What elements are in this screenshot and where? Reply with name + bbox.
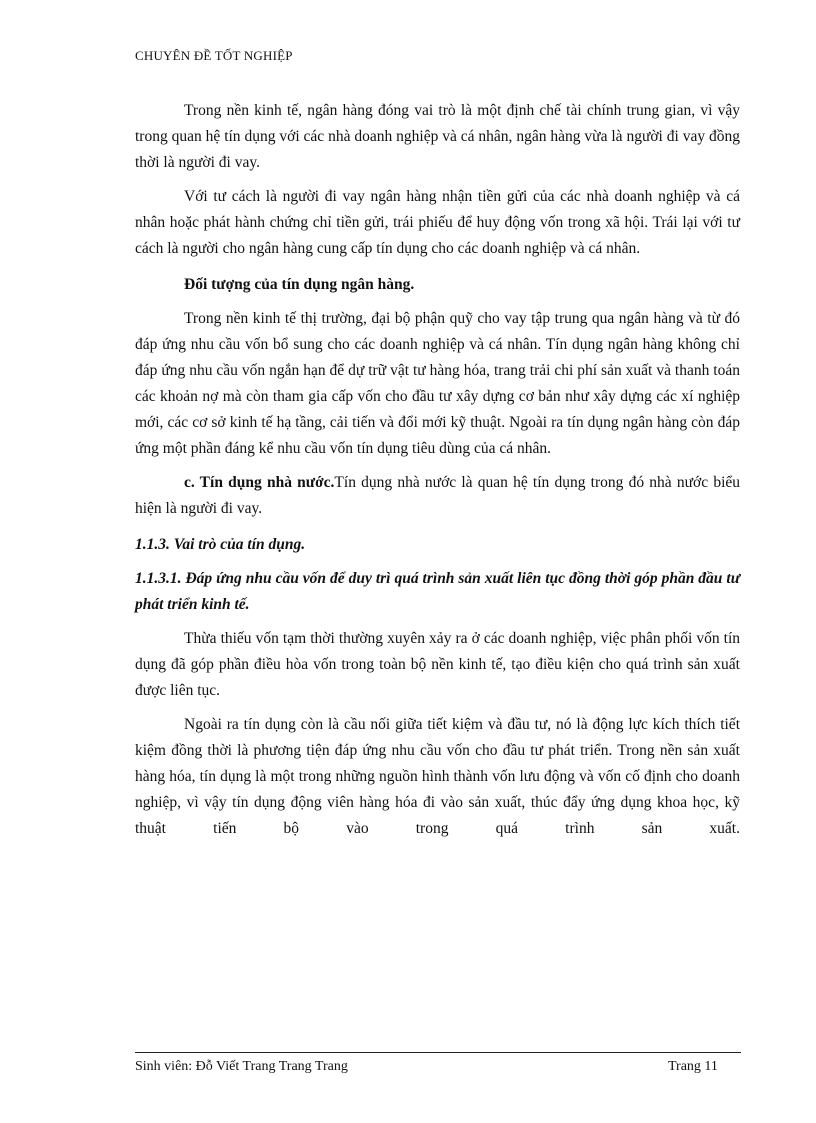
paragraph-savings-investment: Ngoài ra tín dụng còn là cầu nối giữa tiết kiệm và đầu tư, nó là động lực kích thích tiết kiệm đồng thời là phương tiện đáp ứng nhu cầu vốn cho đầu tư phát triển. Trong nền sản xuất hàng hóa, tín dụng là một trong những nguồn hình thành vốn lưu động và vốn cố định cho doanh nghiệp, vì vậy tín dụng động viên hàng hóa đi vào sản xuất, thúc đẩy ứng dụng khoa học, kỹ thuật tiến bộ vào trong quá trình sản xuất.	[135, 716, 740, 837]
heading-section-1-1-3-1: 1.1.3.1. Đáp ứng nhu cầu vốn để duy trì quá trình sản xuất liên tục đồng thời góp phần đầu tư phát triển kinh tế.	[135, 570, 740, 613]
page-header-title: CHUYÊN ĐỀ TỐT NGHIỆP	[135, 48, 293, 63]
paragraph-capital-distribution: Thừa thiếu vốn tạm thời thường xuyên xảy ra ở các doanh nghiệp, việc phân phối vốn tín dụng đã góp phần điều hòa vốn trong toàn bộ nền kinh tế, tạo điều kiện cho quá trình sản xuất được liên tục.	[135, 630, 740, 699]
paragraph-bank-credit-object: Trong nền kinh tế thị trường, đại bộ phận quỹ cho vay tập trung qua ngân hàng và từ đó đáp ứng nhu cầu vốn bổ sung cho các doanh nghiệp và cá nhân. Tín dụng ngân hàng không chỉ đáp ứng nhu cầu vốn ngắn hạn để dự trữ vật tư hàng hóa, trang trải chi phí sản xuất và thanh toán các khoản nợ mà còn tham gia cấp vốn cho đầu tư xây dựng cơ bản như xây dựng các xí nghiệp mới, các cơ sở kinh tế hạ tầng, cải tiến và đổi mới kỹ thuật. Ngoài ra tín dụng ngân hàng còn đáp ứng một phần đáng kể nhu cầu vốn tín dụng tiêu dùng của cá nhân.	[135, 310, 740, 457]
heading-bank-credit-object: Đối tượng của tín dụng ngân hàng.	[184, 276, 415, 293]
heading-state-credit: c. Tín dụng nhà nước.	[184, 474, 335, 491]
footer-page-number: Trang 11	[668, 1059, 718, 1074]
page-body	[135, 98, 740, 842]
paragraph-state-credit	[135, 470, 740, 522]
state-credit-text: Tín dụng nhà nước là quan hệ tín dụng trong đó nhà nước biểu hiện là người đi vay.	[135, 474, 741, 517]
footer-divider	[135, 1052, 741, 1053]
heading-section-1-1-3: 1.1.3. Vai trò của tín dụng.	[135, 536, 306, 553]
footer-student-name: Sinh viên: Đỗ Viết Trang Trang Trang	[135, 1059, 348, 1074]
paragraph-bank-role: Trong nền kinh tế, ngân hàng đóng vai trò là một định chế tài chính trung gian, vì vậy trong quan hệ tín dụng với các nhà doanh nghiệp và cá nhân, ngân hàng vừa là người đi vay đồng thời là người đi vay.	[135, 102, 740, 171]
paragraph-borrower-role: Với tư cách là người đi vay ngân hàng nhận tiền gửi của các nhà doanh nghiệp và cá nhân hoặc phát hành chứng chỉ tiền gửi, trái phiếu để huy động vốn trong xã hội. Trái lại với tư cách là người cho ngân hàng cung cấp tín dụng cho các doanh nghiệp và cá nhân.	[135, 188, 740, 257]
